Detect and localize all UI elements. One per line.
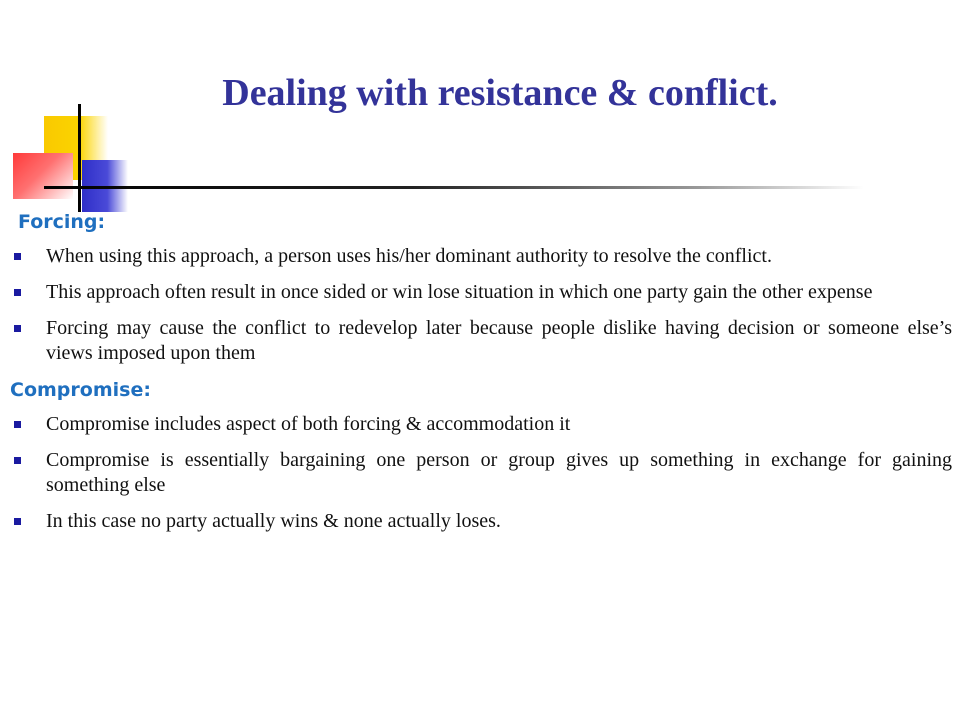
square-bullet-icon (14, 289, 21, 296)
section-heading-compromise: Compromise: (10, 379, 151, 401)
slide-content (10, 209, 952, 545)
bullet-text: Compromise is essentially bargaining one person or group gives up something in exchange for gaining something else (46, 449, 952, 496)
list-item (10, 509, 952, 534)
bullet-text: In this case no party actually wins & none actually loses. (46, 510, 501, 532)
square-bullet-icon (14, 457, 21, 464)
list-item (10, 280, 952, 305)
compromise-bullet-list (10, 412, 952, 534)
list-item (10, 316, 952, 366)
bullet-text: Forcing may cause the conflict to redevelop later because people dislike having decision or someone else’s views imposed upon them (46, 317, 952, 364)
title-underline (44, 186, 864, 189)
bullet-text: This approach often result in once sided or win lose situation in which one party gain the other expense (46, 281, 873, 303)
list-item (10, 412, 952, 437)
list-item (10, 448, 952, 498)
list-item (10, 244, 952, 269)
square-bullet-icon (14, 253, 21, 260)
bullet-text: Compromise includes aspect of both forcing & accommodation it (46, 413, 571, 435)
square-bullet-icon (14, 518, 21, 525)
slide-title: Dealing with resistance & conflict. (222, 72, 778, 114)
decorative-red-square (13, 153, 73, 199)
square-bullet-icon (14, 421, 21, 428)
forcing-bullet-list (10, 244, 952, 366)
square-bullet-icon (14, 325, 21, 332)
decorative-vertical-line (78, 104, 81, 212)
bullet-text: When using this approach, a person uses his/her dominant authority to resolve the conflict. (46, 245, 772, 267)
section-heading-forcing: Forcing: (18, 211, 106, 233)
